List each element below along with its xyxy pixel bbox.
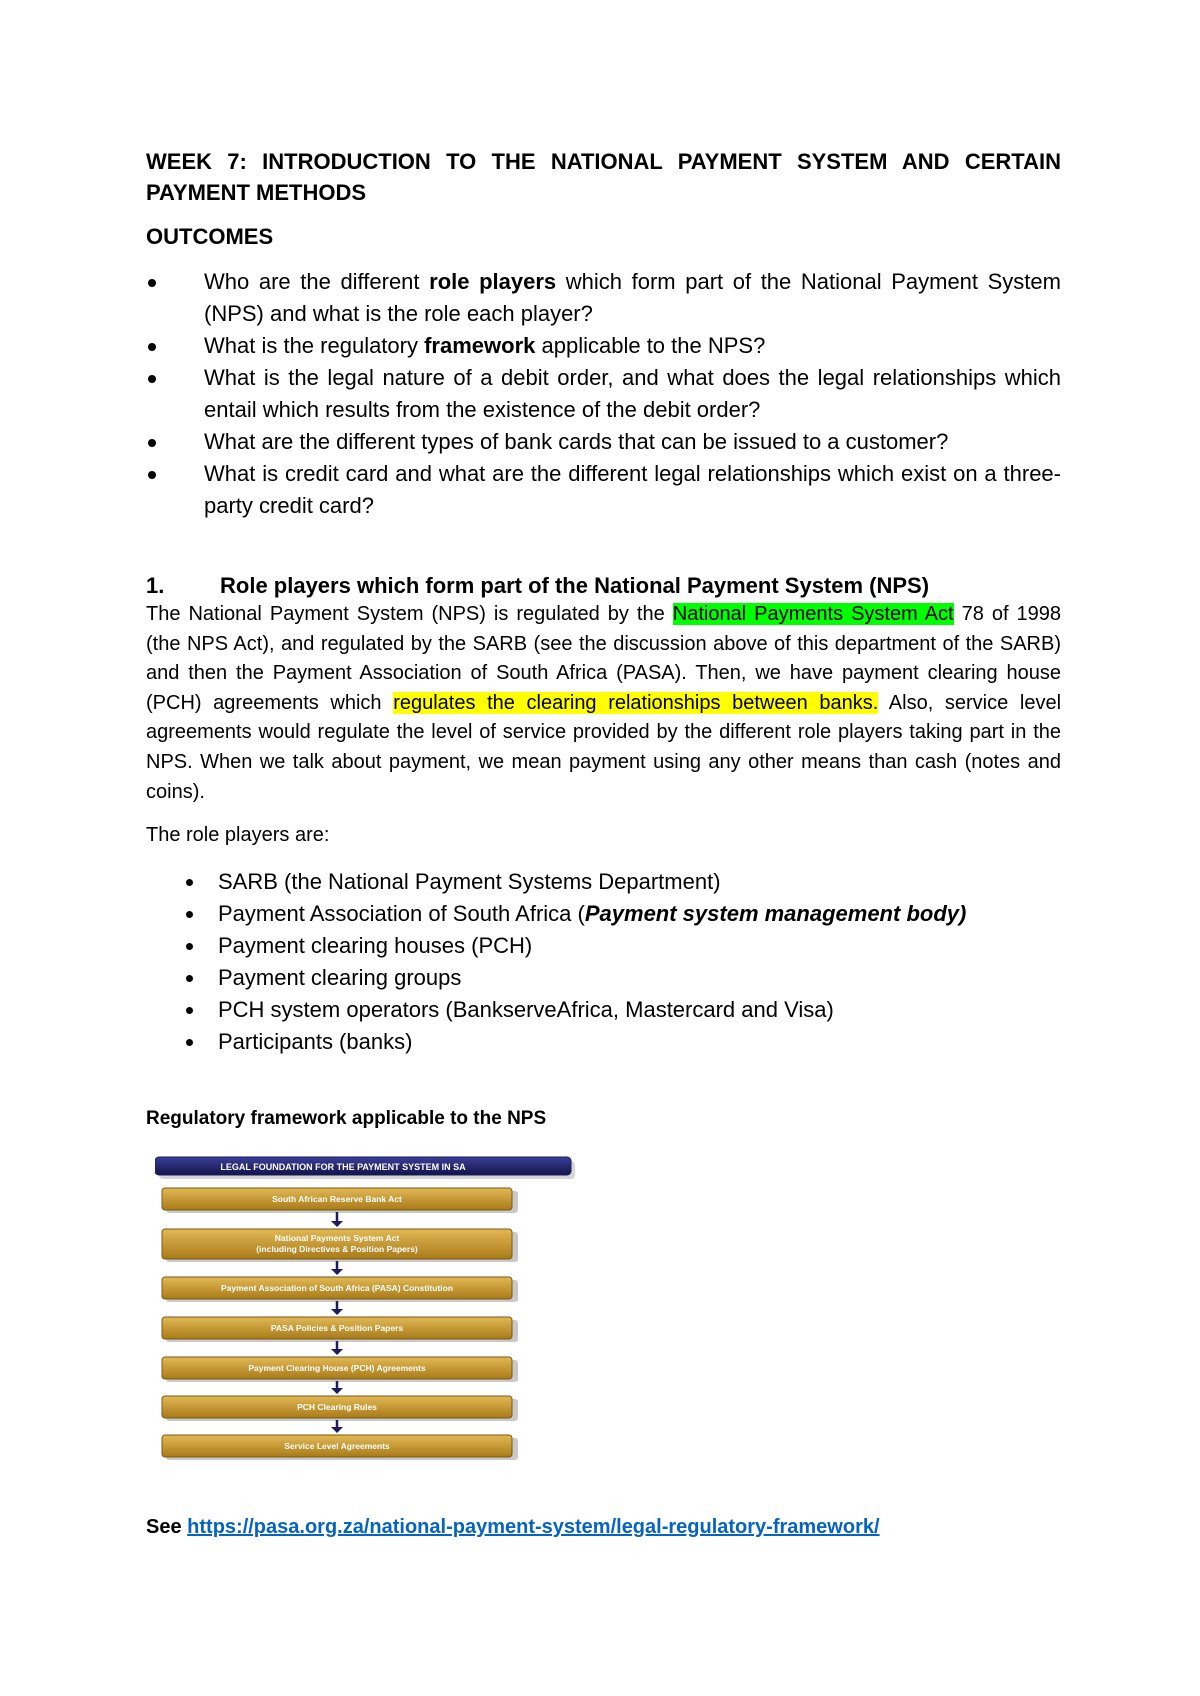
role-item: Participants (banks) [146, 1026, 1061, 1058]
highlight-yellow: regulates the clearing relationships between banks. [393, 691, 879, 714]
diagram-box-label: South African Reserve Bank Act [272, 1194, 402, 1204]
role-item: Payment clearing houses (PCH) [146, 930, 1061, 962]
diagram-arrow-head [331, 1221, 343, 1227]
diagram-arrow-head [331, 1309, 343, 1315]
diagram-box-label: Payment Association of South Africa (PASA) Constitution [220, 1283, 454, 1293]
section-heading: 1. Role players which form part of the National Payment System (NPS) [146, 573, 930, 598]
diagram-box-label: (including Directives & Position Papers) [256, 1244, 418, 1254]
diagram-box-label: Service Level Agreements [284, 1441, 390, 1451]
outcomes-list [146, 266, 1061, 522]
roles-intro: The role players are: [146, 824, 330, 846]
diagram-arrow-head [331, 1349, 343, 1355]
highlight-green: National Payments System Act [672, 603, 954, 625]
regulatory-heading: Regulatory framework applicable to the NPS [146, 1108, 547, 1129]
section-paragraph: The National Payment System (NPS) is regulated by the National Payments System Act 78 of 1998 (the NPS Act), and regulated by the SARB (see the discussion above of this department of the SARB) and then the Payment Association of South Africa (PASA). Then, we have payment clearing house (PCH) agreements which regulates the clearing relationships between banks. Also, service level agreements would regulate the level of service provided by the different role players taking part in the NPS. When we talk about payment, we mean payment using any other means than cash (notes and coins). [146, 603, 1062, 803]
diagram-arrow-head [331, 1388, 343, 1394]
role-item: PCH system operators (BankserveAfrica, Mastercard and Visa) [146, 994, 1061, 1026]
pasa-link[interactable]: https://pasa.org.za/national-payment-system/legal-regulatory-framework/ [187, 1516, 880, 1538]
outcomes-heading: OUTCOMES [146, 224, 274, 249]
role-item: Payment clearing groups [146, 962, 1061, 994]
diagram-arrow-head [331, 1427, 343, 1433]
see-line: See https://pasa.org.za/national-payment-system/legal-regulatory-framework/ [146, 1516, 880, 1538]
diagram-arrow-head [331, 1269, 343, 1275]
diagram-box-label: PCH Clearing Rules [297, 1402, 377, 1412]
outcome-item: What is credit card and what are the different legal relationships which exist on a three-party credit card? [146, 458, 1061, 522]
roles-list [146, 866, 1061, 1058]
diagram-box-label: Payment Clearing House (PCH) Agreements [248, 1363, 426, 1373]
diagram-header-text: LEGAL FOUNDATION FOR THE PAYMENT SYSTEM IN SA [220, 1162, 466, 1172]
diagram-box-label: National Payments System Act [274, 1233, 400, 1243]
legal-foundation-diagram [155, 1155, 580, 1485]
diagram-box-label: PASA Policies & Position Papers [270, 1323, 404, 1333]
outcome-item: What are the different types of bank cards that can be issued to a customer? [146, 426, 1061, 458]
outcome-item: Who are the different role players which form part of the National Payment System (NPS) and what is the role each player? [146, 266, 1061, 330]
outcome-item: What is the regulatory framework applicable to the NPS? [146, 330, 1061, 362]
role-item: SARB (the National Payment Systems Department) [146, 866, 1061, 898]
page-title: WEEK 7: INTRODUCTION TO THE NATIONAL PAYMENT SYSTEM AND CERTAIN PAYMENT METHODS [146, 149, 1061, 205]
outcome-item: What is the legal nature of a debit order, and what does the legal relationships which entail which results from the existence of the debit order? [146, 362, 1061, 426]
role-item: Payment Association of South Africa (Payment system management body) [146, 898, 1061, 930]
